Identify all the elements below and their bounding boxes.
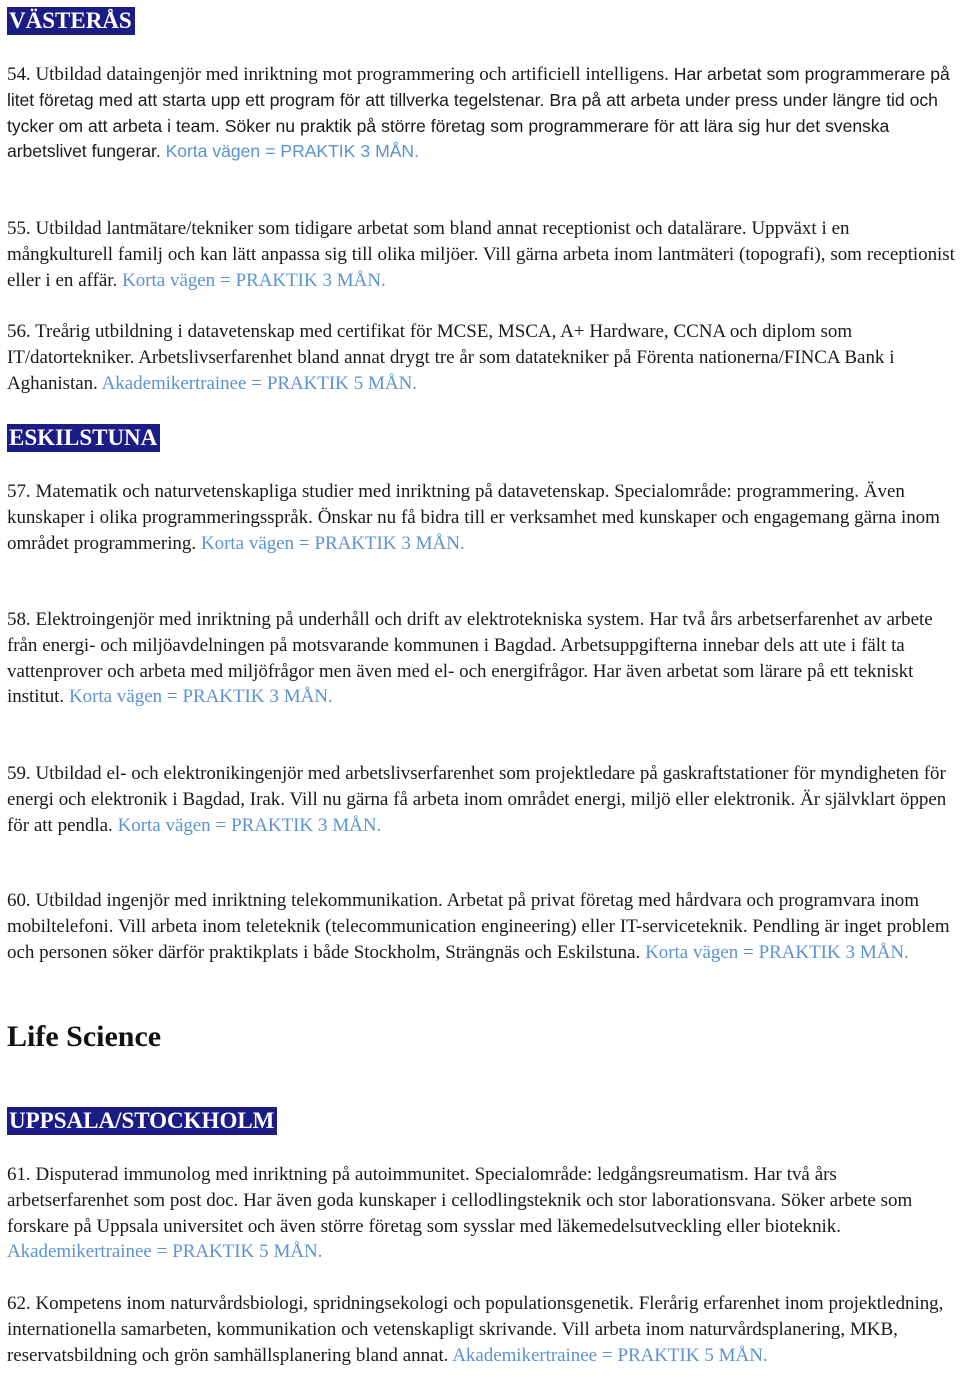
entry-58-highlight: Korta vägen = PRAKTIK 3 MÅN. bbox=[69, 686, 333, 708]
heading-vasteras: VÄSTERÅS bbox=[7, 7, 135, 35]
entry-59-text: 59. Utbildad el- och elektronikingenjör med arbetslivserfarenhet som projektledare på gaskraftstationer för myndigheten för energi och elektronik i Bagdad, Irak. Vill nu gärna få arbeta inom området energi, miljö eller elektronik. Är självklart öppen för att pendla. bbox=[7, 763, 947, 836]
entry-61-text: 61. Disputerad immunolog med inriktning på autoimmunitet. Specialområde: ledgångsreumatism. Har två års arbetserfarenhet som post doc. Har även goda kunskaper i cellodlingsteknik och stor laborationsvana. Söker arbete som forskare på Uppsala universitet och även större företag som sysslar med läkemedelsutveckling eller bioteknik. bbox=[7, 1164, 913, 1237]
entry-54-text-a: 54. Utbildad dataingenjör med inriktning mot programmering och artificiell intelligens. bbox=[7, 64, 669, 85]
entry-54 bbox=[7, 62, 957, 165]
entry-61-highlight: Akademikertrainee = PRAKTIK 5 MÅN. bbox=[7, 1241, 323, 1263]
heading-eskilstuna: ESKILSTUNA bbox=[7, 424, 160, 452]
entry-59 bbox=[7, 761, 957, 838]
entry-57 bbox=[7, 479, 957, 556]
entry-60 bbox=[7, 888, 960, 965]
entry-54-text-b: Har arbetat som programmerare på litet företag med att starta upp ett program för att tillverka tegelstenar. Bra på att arbeta under press under längre tid och tycker om att arbeta i team. bbox=[7, 64, 950, 136]
entry-55-highlight: Korta vägen = PRAKTIK 3 MÅN. bbox=[122, 269, 386, 291]
heading-uppsala-stockholm: UPPSALA/STOCKHOLM bbox=[7, 1107, 277, 1135]
entry-62-text: 62. Kompetens inom naturvårdsbiologi, spridningsekologi och populationsgenetik. Flerårig erfarenhet inom projektledning, internationella samarbeten, kommunikation och vetenskapligt skrivande. Vill arbeta inom naturvårdsplanering, MKB, reservatsbildning och grön samhällsplanering bland annat. bbox=[7, 1293, 944, 1366]
entry-60-text: 60. Utbildad ingenjör med inriktning telekommunikation. Arbetat på privat företag med hårdvara och programvara inom mobiltelefoni. Vill arbeta inom teleteknik (telecommunication engineering) eller IT-serviceteknik. Pendling är inget problem och personen söker därför praktikplats i både Stockholm, Strängnäs och Eskilstuna. bbox=[7, 890, 950, 963]
entry-60-highlight: Korta vägen = PRAKTIK 3 MÅN. bbox=[645, 941, 909, 963]
entry-61 bbox=[7, 1162, 960, 1265]
heading-life-science: Life Science bbox=[7, 1020, 162, 1053]
entry-62-highlight: Akademikertrainee = PRAKTIK 5 MÅN. bbox=[452, 1344, 768, 1366]
entry-57-text: 57. Matematik och naturvetenskapliga studier med inriktning på datavetenskap. Specialområde: programmering. Även kunskaper i olika programmeringsspråk. Önskar nu få bidra till er verksamhet med kunskaper och engagemang gärna inom området programmering. bbox=[7, 481, 940, 554]
entry-54-text-c: Söker nu praktik på större företag som programmerare för att lära sig hur det svenska arbetslivet fungerar. bbox=[7, 115, 890, 162]
entry-58 bbox=[7, 607, 960, 710]
entry-57-highlight: Korta vägen = PRAKTIK 3 MÅN. bbox=[200, 532, 465, 554]
entry-54-highlight: Korta vägen = PRAKTIK 3 MÅN. bbox=[165, 141, 419, 162]
entry-56 bbox=[7, 319, 960, 396]
entry-55 bbox=[7, 216, 957, 293]
entry-62 bbox=[7, 1291, 960, 1368]
entry-59-highlight: Korta vägen = PRAKTIK 3 MÅN. bbox=[117, 814, 382, 836]
entry-56-highlight: Akademikertrainee = PRAKTIK 5 MÅN. bbox=[101, 372, 417, 394]
entry-58-text: 58. Elektroingenjör med inriktning på underhåll och drift av elektrotekniska system. Har två års arbetserfarenhet av arbete från energi- och miljöavdelningen på motsvarande kommunen i Bagdad. Arbetsuppgifterna innebar dels att ute i fält ta vattenprover och arbeta med miljöfrågor men även med el- och energifrågor. Har även arbetat som lärare på ett tekniskt institut. bbox=[7, 609, 933, 708]
entry-55-text: 55. Utbildad lantmätare/tekniker som tidigare arbetat som bland annat receptionist och datalärare. Uppväxt i en mångkulturell familj och kan lätt anpassa sig till olika miljöer. Vill gärna arbeta inom lantmäteri (topografi), som receptionist eller i en affär. bbox=[7, 218, 955, 291]
entry-56-text: 56. Treårig utbildning i datavetenskap med certifikat för MCSE, MSCA, A+ Hardware, CCNA och diplom som IT/datortekniker. Arbetslivserfarenhet bland annat drygt tre år som datatekniker på Förenta nationerna/FINCA Bank i Aghanistan. bbox=[7, 321, 895, 394]
